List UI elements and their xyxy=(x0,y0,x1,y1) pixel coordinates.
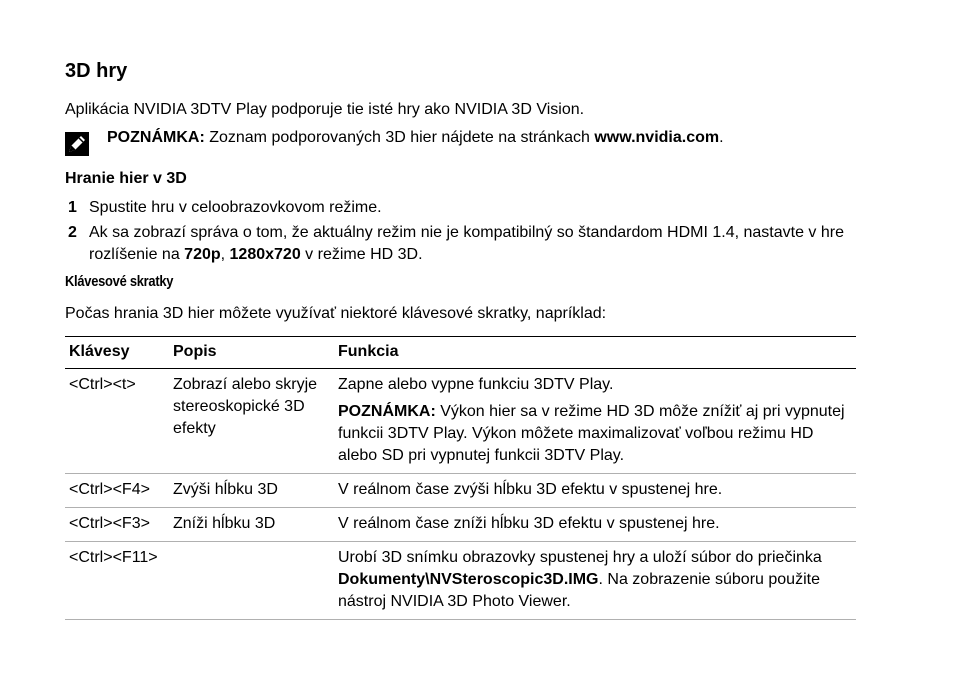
resolution-1280x720: 1280x720 xyxy=(229,246,301,263)
shortcuts-title: Klávesové skratky xyxy=(65,273,174,290)
header-function: Funkcia xyxy=(334,337,856,369)
subsection-title: Hranie hier v 3D xyxy=(65,170,187,187)
shortcuts-table xyxy=(65,336,856,620)
note-label: POZNÁMKA: xyxy=(107,129,205,146)
note-end: . xyxy=(719,129,724,146)
resolution-720p: 720p xyxy=(184,246,221,263)
nvidia-link[interactable]: www.nvidia.com xyxy=(594,129,720,146)
table-row xyxy=(65,542,856,620)
folder-path: Dokumenty\NVSteroscopic3D.IMG xyxy=(338,571,599,588)
cell-function xyxy=(334,542,856,620)
function-text-end: . Na zobrazenie súboru použite nástroj NVIDIA 3D Photo Viewer. xyxy=(338,571,820,610)
function-text: Zapne alebo vypne funkciu 3DTV Play. xyxy=(338,376,614,393)
cell-function: V reálnom čase zníži hĺbku 3D efektu v spustenej hre. xyxy=(334,508,856,542)
step-number: 1 xyxy=(68,199,77,216)
table-row xyxy=(65,508,856,542)
cell-key: <Ctrl><F3> xyxy=(65,508,169,542)
note-text xyxy=(107,129,724,147)
step-number: 2 xyxy=(68,224,77,241)
table-row xyxy=(65,474,856,508)
note-body: Zoznam podporovaných 3D hier nájdete na stránkach xyxy=(204,129,595,146)
table-header-row xyxy=(65,337,856,369)
function-note-label: POZNÁMKA: xyxy=(338,403,436,420)
cell-key: <Ctrl><F4> xyxy=(65,474,169,508)
header-keys: Klávesy xyxy=(65,337,169,369)
cell-key: <Ctrl><F11> xyxy=(65,542,169,620)
step-text: Ak sa zobrazí správa o tom, že aktuálny režim nie je kompatibilný so štandardom HDMI 1.4, nastavte v hre rozlíšenie na xyxy=(89,224,844,263)
cell-description xyxy=(169,542,334,620)
list-item xyxy=(65,197,856,219)
step-text-end: v režime HD 3D. xyxy=(300,246,423,263)
section-title: 3D hry xyxy=(65,60,128,82)
cell-description: Zníži hĺbku 3D xyxy=(169,508,334,542)
steps-list xyxy=(65,197,856,269)
table-row xyxy=(65,369,856,474)
pencil-note-icon xyxy=(65,132,89,156)
header-description: Popis xyxy=(169,337,334,369)
cell-description: Zobrazí alebo skryje stereoskopické 3D efekty xyxy=(169,369,334,474)
cell-description: Zvýši hĺbku 3D xyxy=(169,474,334,508)
intro-paragraph: Aplikácia NVIDIA 3DTV Play podporuje tie isté hry ako NVIDIA 3D Vision. xyxy=(65,101,585,118)
step-text: Spustite hru v celoobrazovkovom režime. xyxy=(89,199,382,216)
list-item xyxy=(65,222,856,266)
shortcuts-lead: Počas hrania 3D hier môžete využívať niektoré klávesové skratky, napríklad: xyxy=(65,305,607,322)
separator-text: , xyxy=(220,246,230,263)
cell-function: V reálnom čase zvýši hĺbku 3D efektu v spustenej hre. xyxy=(334,474,856,508)
function-note xyxy=(338,401,852,467)
cell-function xyxy=(334,369,856,474)
function-text: Urobí 3D snímku obrazovky spustenej hry a uloží súbor do priečinka xyxy=(338,549,822,566)
function-note-text: Výkon hier sa v režime HD 3D môže znížiť aj pri vypnutej funkcii 3DTV Play. Výkon môžete maximalizovať voľbou režimu HD alebo SD pri vypnutej funkcii 3DTV Play. xyxy=(338,403,845,464)
cell-key: <Ctrl><t> xyxy=(65,369,169,474)
